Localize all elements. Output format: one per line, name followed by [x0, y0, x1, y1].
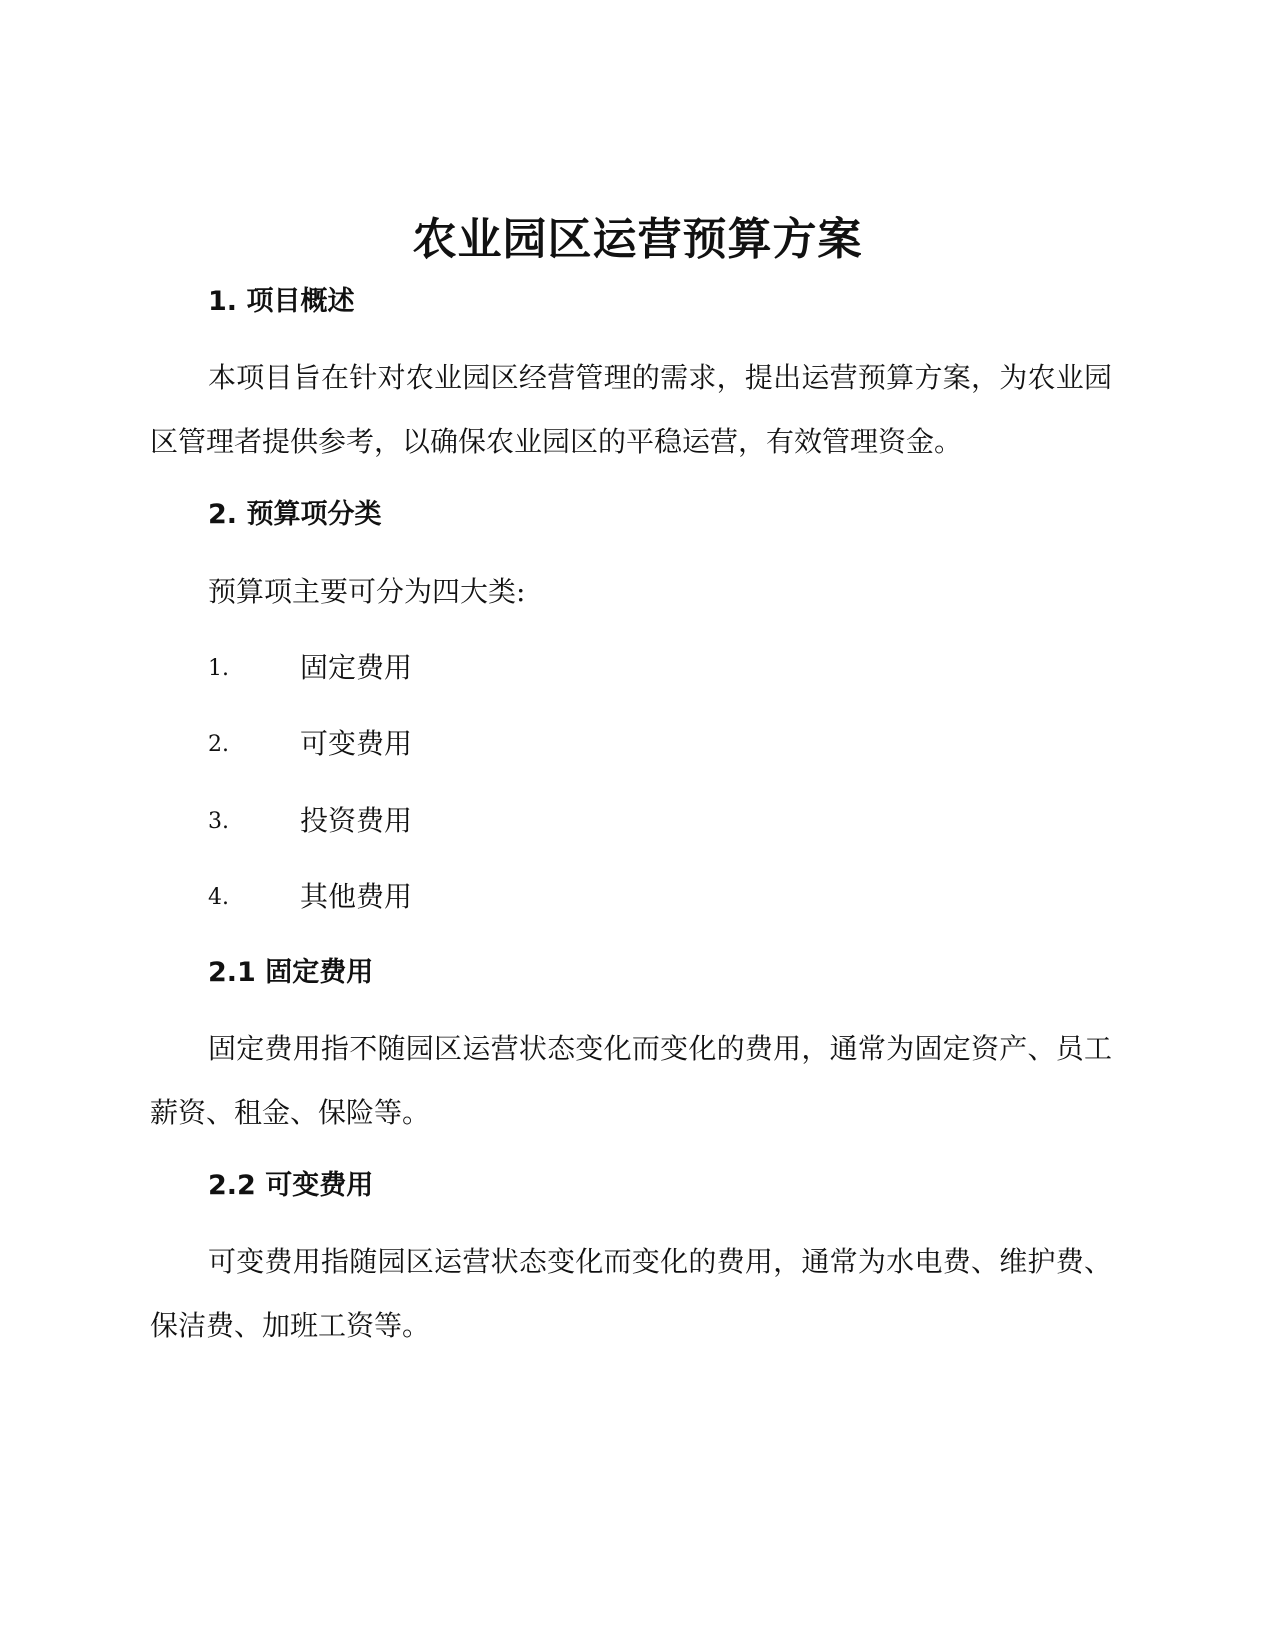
categories-intro: 预算项主要可分为四大类:: [208, 575, 526, 608]
list-item-label: 固定费用: [300, 651, 413, 684]
list-item-label: 其他费用: [300, 880, 413, 913]
list-item: [208, 803, 608, 839]
section-paragraph-fixed-costs: 固定费用指不随园区运营状态变化而变化的费用，通常为固定资产、员工薪资、租金、保险等。: [150, 1032, 1112, 1129]
document-title: 农业园区运营预算方案: [412, 214, 863, 265]
list-item-label: 可变费用: [300, 727, 413, 760]
section-heading-fixed-costs: 2.1 固定费用: [208, 957, 374, 988]
list-item-number: 3.: [208, 809, 229, 834]
list-item-number: 2.: [208, 732, 229, 757]
section-heading-overview: 1. 项目概述: [208, 286, 355, 317]
section-heading-variable-costs: 2.2 可变费用: [208, 1170, 374, 1201]
section-paragraph-variable-costs: 可变费用指随园区运营状态变化而变化的费用，通常为水电费、维护费、保洁费、加班工资等。: [150, 1245, 1112, 1342]
section-paragraph-overview: 本项目旨在针对农业园区经营管理的需求，提出运营预算方案，为农业园区管理者提供参考，以确保农业园区的平稳运营，有效管理资金。: [150, 361, 1112, 458]
list-item-label: 投资费用: [300, 804, 413, 837]
section-heading-categories: 2. 预算项分类: [208, 499, 382, 530]
list-item: [208, 879, 608, 915]
list-item-number: 1.: [208, 656, 229, 681]
list-item: [208, 650, 608, 686]
list-item: [208, 726, 608, 762]
list-item-number: 4.: [208, 885, 229, 910]
